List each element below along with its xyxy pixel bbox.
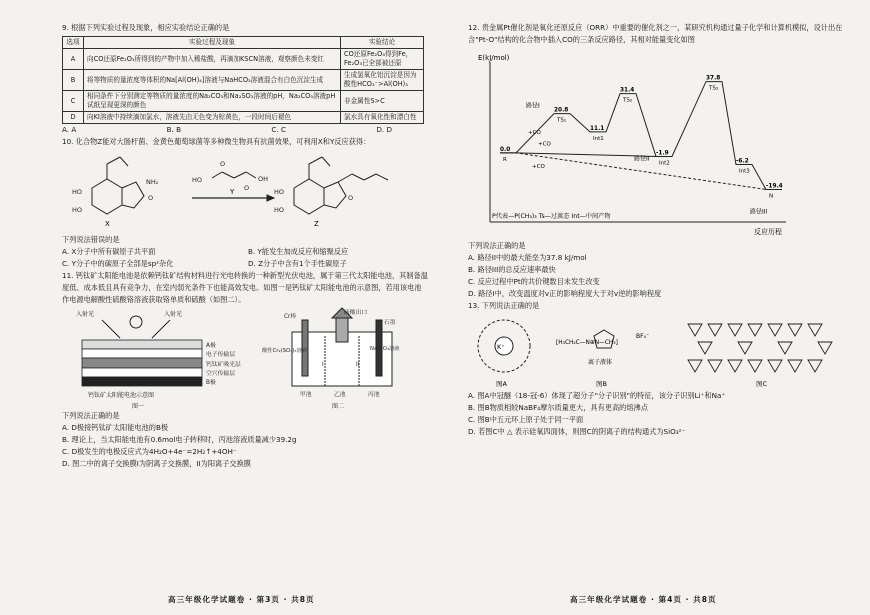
svg-text:HO: HO	[72, 188, 83, 196]
pool-label: 丙池	[368, 392, 380, 398]
table-cell: 氯水具有氧化性和漂白性	[341, 112, 424, 124]
svg-text:HO: HO	[274, 188, 285, 196]
table-header: 实验结论	[341, 37, 424, 49]
benzene-ring-z	[294, 179, 324, 214]
legend-note: P代表—P(CH₃)₃ Ts—过渡态 Int—中间产物	[492, 213, 611, 220]
fig-a-name: 图A	[496, 380, 507, 388]
series-label: 路径I	[526, 102, 540, 110]
table-cell: A	[63, 49, 84, 70]
q12-stem: 12. 贵金属Pt催化剂是氧化还原反应（ORR）中重要的催化剂之一，某研究机构通过量子化学和计算机模拟，设计出在含"Pt-O"结构的化合物中插入CO的三条反应路径，其相对能量变化如图	[468, 23, 843, 44]
data-label: -6.2	[736, 158, 749, 165]
layer-label: 电子传输层	[206, 352, 235, 358]
choice-c[interactable]: C. 反应过程中Pt的共价键数目未发生改变	[468, 277, 600, 286]
svg-text:HO: HO	[274, 206, 285, 214]
q10-choices	[62, 246, 428, 270]
q9-table	[62, 36, 424, 124]
data-label: 20.8	[554, 107, 569, 114]
table-row	[63, 112, 424, 124]
table-cell: B	[63, 70, 84, 91]
data-label: 31.4	[620, 87, 635, 94]
table-cell: C	[63, 91, 84, 112]
fig-c-name: 图C	[756, 380, 768, 388]
q11-figures	[62, 306, 428, 410]
co-label: +CO	[532, 163, 545, 170]
membrane-label: I	[322, 362, 324, 368]
q10-ask: 下列说法错误的是	[62, 235, 120, 244]
choice-b[interactable]: B. 图B物质相较NaBF₄摩尔质量更大，具有更高的熔沸点	[468, 403, 648, 412]
svg-text:HO: HO	[192, 176, 203, 184]
choice-b[interactable]: B. B	[166, 125, 182, 134]
data-label: -1.9	[656, 150, 669, 157]
choice-a[interactable]: A. 路径II中的最大能垒为37.8 kJ/mol	[468, 253, 587, 262]
light-label: 入射光	[76, 311, 95, 318]
data-label: 37.8	[706, 75, 721, 82]
state-label: Int3	[739, 168, 750, 175]
svg-text:O: O	[220, 160, 226, 168]
page-footer: 高三年级化学试题卷 · 第3页 · 共8页	[168, 595, 315, 604]
cation-formula: [H₃CH₂C—N⊕N—CH₃]	[556, 340, 618, 346]
fig-b-ionic-liquid	[554, 312, 664, 390]
left-solution-label: 酸性Cr₂(SO₄)₃溶液	[262, 348, 308, 354]
q11-stem: 11. 钙钛矿太阳能电池是依赖钙钛矿结构材料进行光电转换的一种新型光伏电池，属于第三代太阳能电池，其制备温度低、成本低且具有竞争力，在室内弱光条件下也能高效发电。如图一是钙钛矿太阳能电池的示意图，若用该电池作电源电解酸性硫酸铬溶液获取铬单质和硫酸（如图二）。	[62, 271, 428, 304]
choice-b[interactable]: B. 路径III的总反应速率最快	[468, 265, 556, 274]
svg-text:NH₂: NH₂	[146, 178, 159, 186]
choice-a[interactable]: A. 图A中冠醚（18-冠-6）体现了超分子"分子识别"的特征，该分子识别Li⁺和Na⁺	[468, 391, 726, 400]
choice-d[interactable]: D. Z分子中含有1个手性碳原子	[248, 259, 347, 268]
series-label: 路径II	[634, 155, 650, 163]
page-footer: 高三年级化学试题卷 · 第4页 · 共8页	[570, 595, 717, 604]
sun-icon	[130, 316, 142, 328]
choice-d[interactable]: D. 图二中的离子交换膜I为阴离子交换膜，II为阳离子交换膜	[62, 459, 251, 468]
y-axis-label: E(kJ/mol)	[478, 54, 510, 62]
q13-stem: 13. 下列说法正确的是	[468, 301, 540, 310]
table-cell: 相同条件下分别测定等物质的量浓度的Na₂CO₃和Na₂SO₃溶液的pH，Na₂CO₃溶液pH试纸呈现更深的颜色	[84, 91, 341, 112]
svg-text:O: O	[244, 184, 250, 192]
data-label: -19.4	[766, 183, 783, 190]
state-label: TS₂	[623, 97, 633, 104]
choice-d[interactable]: D. 路径I中，改变温度对v正的影响程度大于对v逆的影响程度	[468, 289, 662, 298]
state-label: TS₃	[709, 85, 719, 92]
q10-stem: 10. 化合物Z能对大肠杆菌、金黄色葡萄球菌等多种微生物具有抗菌效果，可利用X和Y反应获得：	[62, 137, 371, 146]
cr-label: Cr棒	[284, 314, 297, 320]
layer-label: A极	[206, 343, 216, 349]
layer-label: B极	[206, 380, 216, 386]
fig-b-name: 图B	[596, 380, 607, 388]
state-label: Int1	[593, 135, 604, 142]
choice-b[interactable]: B. 理论上，当太阳能电池有0.6mol电子转移时，丙池溶液质量减少39.2g	[62, 435, 297, 444]
svg-text:HO: HO	[72, 206, 83, 214]
svg-text:O: O	[348, 194, 354, 202]
fig2-name: 图二	[332, 403, 345, 410]
graphite-label: 石墨	[384, 320, 396, 326]
layer-label: 钙钛矿吸光层	[206, 362, 241, 368]
table-row	[63, 70, 424, 91]
q13-figures	[468, 312, 862, 390]
data-label: 11.1	[590, 125, 605, 132]
table-cell: 非金属性S>C	[341, 91, 424, 112]
state-label: N	[769, 193, 774, 200]
table-cell: 将等物质的量浓度等体积的Na[Al(OH)₄]溶液与NaHCO₃溶液混合有白色沉淀生成	[84, 70, 341, 91]
series-label: 路径III	[750, 208, 768, 216]
q12-ask: 下列说法正确的是	[468, 241, 526, 250]
anion-label: BF₄⁻	[636, 333, 650, 340]
q9-choices	[62, 124, 392, 136]
co-label: +CO	[528, 130, 541, 136]
fig1-solar-cell	[62, 306, 252, 410]
right-solution-label: Na₂SO₄溶液	[370, 346, 400, 352]
fig1-caption: 钙钛矿太阳能电池示意图	[88, 392, 155, 399]
right-page	[440, 0, 870, 615]
q11-ask: 下列说法正确的是	[62, 411, 120, 420]
table-cell: 生成氢氧化铝沉淀是因为酸性HCO₃⁻>Al(OH)₃	[341, 70, 424, 91]
fig2-electrolysis	[262, 306, 422, 410]
state-label: R	[503, 156, 507, 163]
table-cell: 向KI溶液中持续滴加氯水，溶液先由无色变为棕黄色，一段时间后褪色	[84, 112, 341, 124]
data-label: 0.0	[500, 146, 511, 153]
choice-a[interactable]: A. X分子中所有碳原子共平面	[62, 247, 156, 256]
q10-reaction-scheme	[62, 148, 402, 230]
fig1-name: 图一	[132, 403, 145, 410]
choice-a[interactable]: A. A	[62, 125, 77, 134]
light-label: 入射光	[164, 311, 183, 318]
choice-c[interactable]: C. C	[271, 125, 287, 134]
table-cell: CO还原Fe₂O₃得到Fe，Fe₂O₃已全部被还原	[341, 49, 424, 70]
label-x: X	[105, 220, 110, 228]
fig-c-silicate-chain	[678, 312, 848, 390]
choice-c[interactable]: C. Y分子中的碳原子全部是sp²杂化	[62, 259, 174, 268]
q12-energy-chart	[468, 50, 798, 240]
k-ion-label: K⁺	[497, 343, 505, 351]
choice-c[interactable]: C. D极发生的电极反应式为4H₂O+4e⁻=2H₂↑+4OH⁻	[62, 447, 237, 456]
membrane-label: II	[356, 362, 360, 368]
table-row	[63, 49, 424, 70]
label-y: Y	[230, 188, 235, 196]
table-row	[63, 91, 424, 112]
x-axis-label: 反应历程	[754, 228, 782, 236]
choice-d[interactable]: D. 若图C中 △ 表示硅氧四面体，则图C的阴离子的结构通式为SiO₃²⁻	[468, 427, 686, 436]
benzene-ring-x	[92, 179, 122, 214]
choice-d[interactable]: D. D	[376, 125, 392, 134]
choice-b[interactable]: B. Y能发生加成反应和缩聚反应	[248, 247, 349, 256]
energy-profile-svg	[468, 50, 798, 240]
choice-a[interactable]: A. D极接钙钛矿太阳能电池的B极	[62, 423, 169, 432]
svg-text:OH: OH	[258, 175, 269, 183]
pool-label: 乙池	[334, 392, 346, 398]
layer-label: 空穴传输层	[206, 371, 235, 377]
ionic-liquid-label: 离子液体	[588, 359, 613, 366]
choice-c[interactable]: C. 图B中五元环上原子处于同一平面	[468, 415, 584, 424]
table-header: 选项	[63, 37, 84, 49]
co-label: +CO	[538, 141, 551, 148]
fig-a-crown-ether	[468, 312, 540, 390]
label-z: Z	[314, 220, 319, 228]
state-label: Int2	[659, 160, 670, 167]
outlet-label: 硫酸出口	[344, 310, 368, 316]
svg-text:O: O	[148, 194, 154, 202]
table-header: 实验过程及现象	[84, 37, 341, 49]
table-cell: 向CO还原Fe₂O₃所得到的产物中加入稀盐酸，再滴加KSCN溶液，观察颜色未变红	[84, 49, 341, 70]
pool-label: 甲池	[300, 392, 312, 398]
q9-stem: 9. 根据下列实验过程及现象，相应实验结论正确的是	[62, 23, 230, 32]
state-label: TS₁	[557, 117, 567, 124]
table-cell: D	[63, 112, 84, 124]
